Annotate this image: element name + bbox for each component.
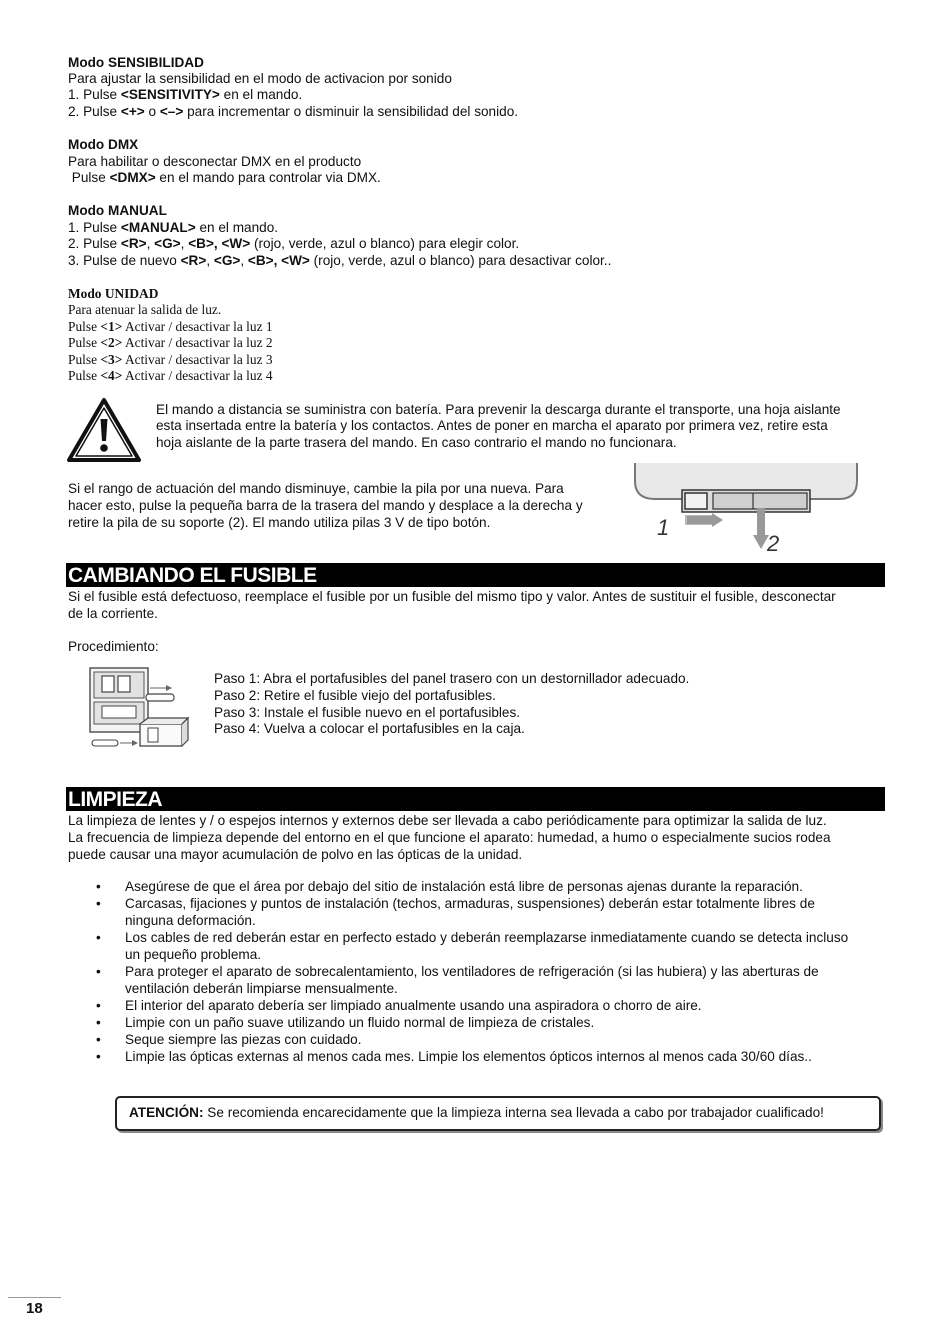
bullet-icon: • [96, 896, 101, 912]
fusible-line: Si el fusible está defectuoso, reemplace el fusible por un fusible del mismo tipo y valor. Antes de sustituir el fusible, desconectar [68, 589, 836, 604]
bullet-icon: • [96, 1031, 101, 1047]
list-item: • Los cables de red deberán estar en perfecto estado y deberán reemplazarse inmediatamente cuando se detecta incluso un pequeño problema. [96, 929, 849, 962]
unidad-title: Modo UNIDAD [68, 286, 159, 301]
battery-line: retire la pila de su soporte (2). El mando utiliza pilas 3 V de tipo botón. [68, 515, 491, 530]
warning-line: hoja aislante de la parte trasera del mando. En caso contrario el mando no funcionara. [156, 435, 677, 450]
dmx-title: Modo DMX [68, 137, 139, 152]
manual-step2: 2. Pulse <R>, <G>, <B>, <W> (rojo, verde, azul o blanco) para elegir color. [68, 236, 520, 251]
sensibilidad-desc: Para ajustar la sensibilidad en el modo de activacion por sonido [68, 71, 452, 86]
limpieza-bullet-list [96, 879, 866, 1066]
list-item: • Limpie con un paño suave utilizando un fluido normal de limpieza de cristales. [96, 1014, 595, 1030]
warning-triangle-icon [66, 397, 142, 463]
dmx-desc: Para habilitar o desconectar DMX en el producto [68, 154, 362, 169]
limpieza-line: La frecuencia de limpieza depende del entorno en el que funcione el aparato: humedad, a humo o especialmente sucios rodea [68, 830, 831, 845]
fusible-step: Paso 2: Retire el fusible viejo del portafusibles. [214, 688, 496, 703]
manual-title: Modo MANUAL [68, 203, 167, 218]
fusible-line: de la corriente. [68, 606, 158, 621]
limpieza-line: puede causar una mayor acumulación de polvo en las ópticas de la unidad. [68, 847, 523, 862]
unidad-item: Pulse <4> Activar / desactivar la luz 4 [68, 368, 273, 383]
limpieza-line: La limpieza de lentes y / o espejos internos y externos debe ser llevada a cabo periódicamente para optimizar la salida de luz. [68, 813, 827, 828]
warning-line: esta insertada entre la batería y los contactos. Antes de poner en marcha el aparato por primera vez, retire esta [156, 418, 828, 433]
attention-notice: ATENCIÓN: Se recomienda encarecidamente que la limpieza interna sea llevada a cabo por trabajador cualificado! [115, 1096, 881, 1131]
dmx-step: Pulse <DMX> en el mando para controlar via DMX. [68, 170, 381, 185]
list-item: • Seque siempre las piezas con cuidado. [96, 1031, 362, 1047]
unidad-desc: Para atenuar la salida de luz. [68, 302, 222, 317]
sensibilidad-step2: 2. Pulse <+> o <–> para incrementar o disminuir la sensibilidad del sonido. [68, 104, 519, 119]
list-item: • Para proteger el aparato de sobrecalentamiento, los ventiladores de refrigeración (si las hubiera) y las aberturas de ventilación deberán limpiarse mensualmente. [96, 963, 819, 996]
figure-label: 2 [767, 531, 780, 556]
fusible-proc: Procedimiento: [68, 639, 159, 654]
battery-line: Si el rango de actuación del mando disminuye, cambie la pila por una nueva. Para [68, 481, 564, 496]
list-item: • Limpie las ópticas externas al menos cada mes. Limpie los elementos ópticos internos al menos cada 30/60 días.. [96, 1049, 812, 1065]
list-item: • Carcasas, fijaciones y puntos de instalación (techos, armaduras, suspensiones) deberán estar totalmente libres de ninguna deformación. [96, 896, 815, 928]
bullet-icon: • [96, 963, 101, 979]
bullet-icon: • [96, 929, 101, 945]
sensibilidad-title: Modo SENSIBILIDAD [68, 55, 204, 70]
fusible-step: Paso 4: Vuelva a colocar el portafusibles en la caja. [214, 721, 525, 736]
warning-line: El mando a distancia se suministra con batería. Para prevenir la descarga durante el transporte, una hoja aislante [156, 402, 841, 417]
sensibilidad-step1: 1. Pulse <SENSITIVITY> en el mando. [68, 87, 303, 102]
unidad-item: Pulse <1> Activar / desactivar la luz 1 [68, 319, 273, 334]
unidad-item: Pulse <3> Activar / desactivar la luz 3 [68, 352, 273, 367]
unidad-item: Pulse <2> Activar / desactivar la luz 2 [68, 335, 273, 350]
page-number: 18 [26, 1300, 43, 1317]
list-item: • El interior del aparato debería ser limpiado anualmente usando una aspiradora o chorro de aire. [96, 997, 702, 1013]
battery-line: hacer esto, pulse la pequeña barra de la trasera del mando y desplace a la derecha y [68, 498, 583, 513]
section-heading-fusible: CAMBIANDO EL FUSIBLE [66, 563, 885, 587]
manual-step3: 3. Pulse de nuevo <R>, <G>, <B>, <W> (rojo, verde, azul o blanco) para desactivar color.. [68, 253, 612, 268]
bullet-icon: • [96, 1049, 101, 1065]
section-heading-limpieza: LIMPIEZA [66, 787, 885, 811]
fusible-step: Paso 3: Instale el fusible nuevo en el portafusibles. [214, 705, 521, 720]
page-rule [8, 1297, 61, 1298]
battery-figure [627, 463, 861, 561]
figure-label: 1 [657, 515, 670, 540]
list-item: • Asegúrese de que el área por debajo del sitio de instalación está libre de personas ajenas durante la reparación. [96, 879, 803, 894]
bullet-icon: • [96, 1014, 101, 1030]
bullet-icon: • [96, 879, 101, 894]
fuse-holder-figure [84, 664, 190, 754]
manual-step1: 1. Pulse <MANUAL> en el mando. [68, 220, 279, 235]
fusible-step: Paso 1: Abra el portafusibles del panel trasero con un destornillador adecuado. [214, 671, 690, 686]
bullet-icon: • [96, 997, 101, 1013]
